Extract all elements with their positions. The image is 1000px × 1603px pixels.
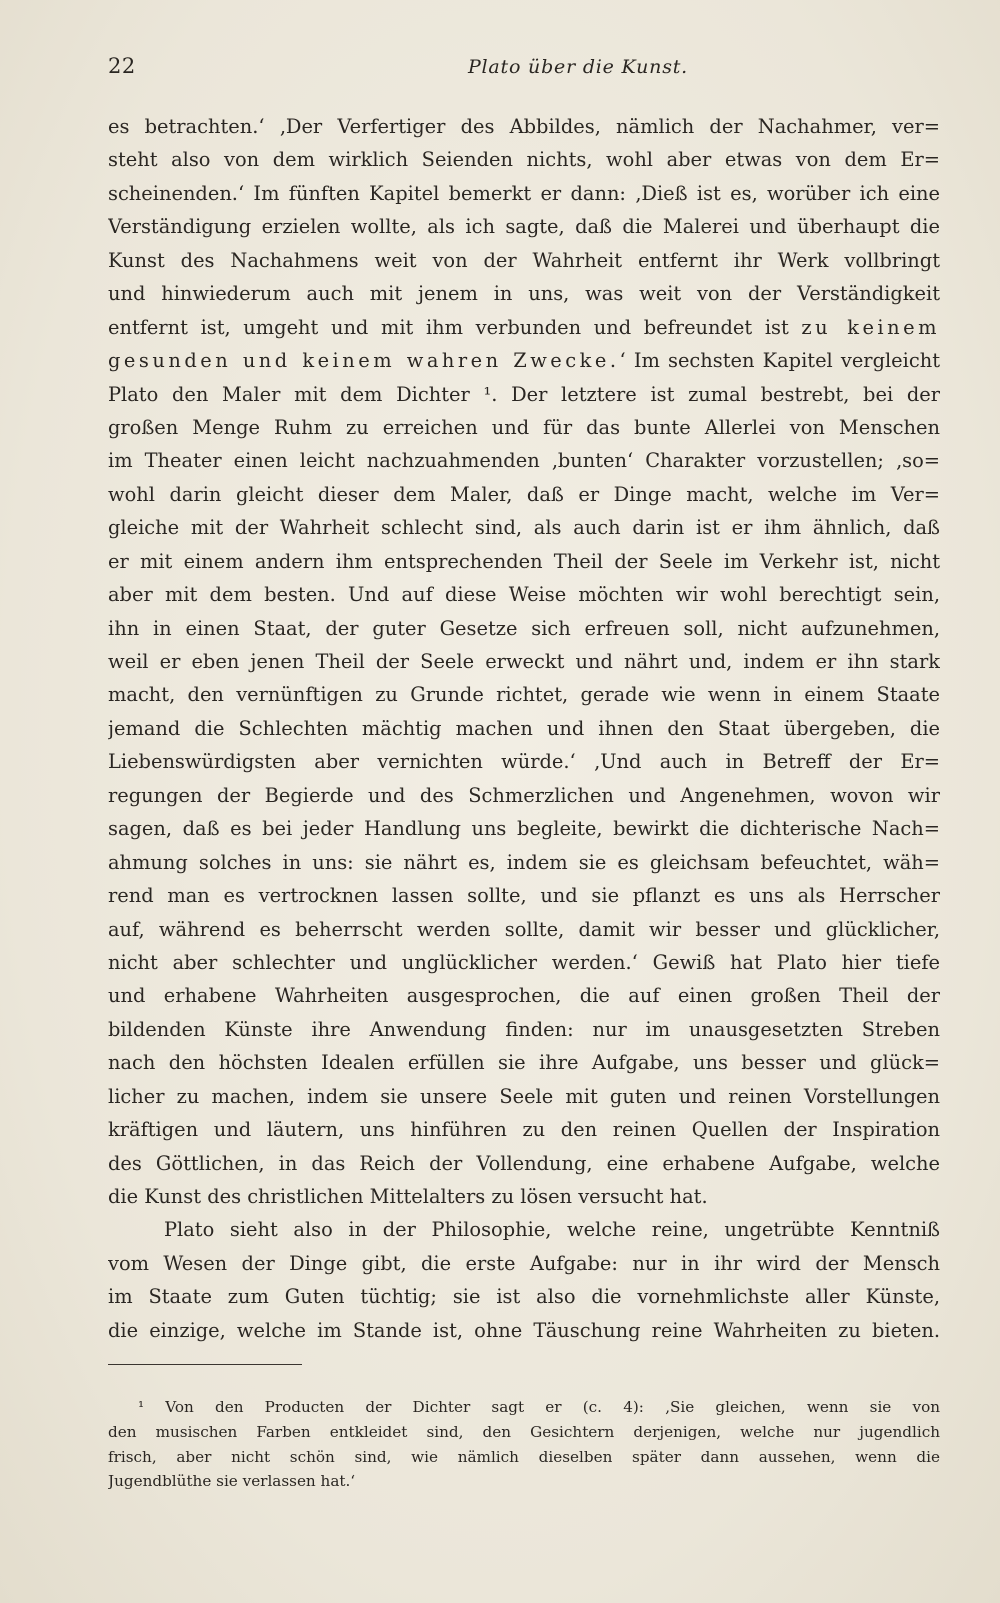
text-line: Liebenswürdigsten aber vernichten würde.‘ ‚Und auch in Betreff der Er=	[108, 750, 940, 774]
text-line: und erhabene Wahrheiten ausgesprochen, die auf einen großen Theil der	[108, 984, 940, 1008]
text-line: im Staate zum Guten tüchtig; sie ist also die vornehmlichste aller Künste,	[108, 1285, 940, 1309]
emphasized-text: gesunden und keinem wahren Zwecke.	[108, 349, 620, 373]
running-title: Plato über die Kunst.	[467, 56, 689, 78]
text-line: nicht aber schlechter und unglücklicher werden.‘ Gewiß hat Plato hier tiefe	[108, 950, 940, 974]
footnote-divider	[108, 1364, 302, 1365]
text-line: licher zu machen, indem sie unsere Seele mit guten und reinen Vorstellungen	[108, 1084, 940, 1108]
page-header	[108, 54, 940, 90]
text-line: weil er eben jenen Theil der Seele erweckt und nährt und, indem er ihn stark	[108, 650, 940, 673]
text-line: gesunden und keinem wahren Zwecke.‘ Im sechsten Kapitel vergleicht	[108, 349, 940, 373]
text-line: regungen der Begierde und des Schmerzlichen und Angenehmen, wovon wir	[108, 783, 940, 807]
text-line: ihn in einen Staat, der guter Gesetze sich erfreuen soll, nicht aufzunehmen,	[108, 616, 940, 640]
text-line: und hinwiederum auch mit jenem in uns, was weit von der Verständigkeit	[108, 282, 940, 306]
footnotes	[108, 1395, 940, 1494]
body-text	[108, 110, 940, 1347]
text-line: vom Wesen der Dinge gibt, die erste Aufgabe: nur in ihr wird der Mensch	[108, 1251, 940, 1275]
page-number: 22	[108, 54, 136, 78]
text-line: nach den höchsten Idealen erfüllen sie ihre Aufgabe, uns besser und glück=	[108, 1051, 940, 1075]
text-line: wohl darin gleicht dieser dem Maler, daß er Dinge macht, welche im Ver=	[108, 482, 940, 506]
text-line: die Kunst des christlichen Mittelalters zu lösen versucht hat.	[108, 1185, 708, 1208]
text-line: auf, während es beherrscht werden sollte, damit wir besser und glücklicher,	[108, 917, 940, 941]
text-line: kräftigen und läutern, uns hinführen zu den reinen Quellen der Inspiration	[108, 1118, 940, 1142]
text-line: macht, den vernünftigen zu Grunde richtet, gerade wie wenn in einem Staate	[108, 683, 940, 707]
footnote-line: Jugendblüthe sie verlassen hat.‘	[108, 1472, 356, 1491]
text-line: jemand die Schlechten mächtig machen und ihnen den Staat übergeben, die	[108, 716, 940, 740]
text-line: im Theater einen leicht nachzuahmenden ‚bunten‘ Charakter vorzustellen; ‚so=	[108, 449, 940, 473]
text-line: entfernt ist, umgeht und mit ihm verbunden und befreundet ist zu keinem	[108, 315, 940, 339]
emphasized-text: zu keinem	[801, 315, 940, 339]
footnote-line: frisch, aber nicht schön sind, wie nämlich dieselben später dann aussehen, wenn die	[108, 1447, 940, 1466]
text-line: aber mit dem besten. Und auf diese Weise möchten wir wohl berechtigt sein,	[108, 583, 940, 607]
text-line: Plato den Maler mit dem Dichter ¹. Der letztere ist zumal bestrebt, bei der	[108, 382, 940, 406]
text-line: sagen, daß es bei jeder Handlung uns begleite, bewirkt die dichterische Nach=	[108, 817, 940, 841]
text-line: bildenden Künste ihre Anwendung finden: nur im unausgesetzten Streben	[108, 1017, 940, 1041]
text-line: Kunst des Nachahmens weit von der Wahrheit entfernt ihr Werk vollbringt	[108, 248, 940, 272]
footnote-line: ¹ Von den Producten der Dichter sagt er (c. 4): ‚Sie gleichen, wenn sie von	[138, 1398, 940, 1416]
text-line: rend man es vertrocknen lassen sollte, und sie pflanzt es uns als Herrscher	[108, 884, 940, 908]
text-line: Verständigung erzielen wollte, als ich sagte, daß die Malerei und überhaupt die	[108, 215, 940, 239]
text-line: des Göttlichen, in das Reich der Vollendung, eine erhabene Aufgabe, welche	[108, 1151, 940, 1175]
text-line: gleiche mit der Wahrheit schlecht sind, als auch darin ist er ihm ähnlich, daß	[108, 516, 940, 540]
text-line: ahmung solches in uns: sie nährt es, indem sie es gleichsam befeuchtet, wäh=	[108, 850, 940, 874]
footnote-line: den musischen Farben entkleidet sind, den Gesichtern derjenigen, welche nur jugendlich	[108, 1422, 940, 1441]
text-line: es betrachten.‘ ‚Der Verfertiger des Abbildes, nämlich der Nachahmer, ver=	[108, 115, 940, 138]
text-line: großen Menge Ruhm zu erreichen und für das bunte Allerlei von Menschen	[108, 415, 940, 439]
paragraph-start-line: Plato sieht also in der Philosophie, welche reine, ungetrübte Kenntniß	[164, 1218, 940, 1242]
text-line: er mit einem andern ihm entsprechenden Theil der Seele im Verkehr ist, nicht	[108, 549, 940, 573]
text-line: steht also von dem wirklich Seienden nichts, wohl aber etwas von dem Er=	[108, 148, 940, 172]
text-line: scheinenden.‘ Im fünften Kapitel bemerkt er dann: ‚Dieß ist es, worüber ich eine	[108, 181, 940, 205]
text-line: die einzige, welche im Stande ist, ohne Täuschung reine Wahrheiten zu bieten.	[108, 1318, 940, 1342]
